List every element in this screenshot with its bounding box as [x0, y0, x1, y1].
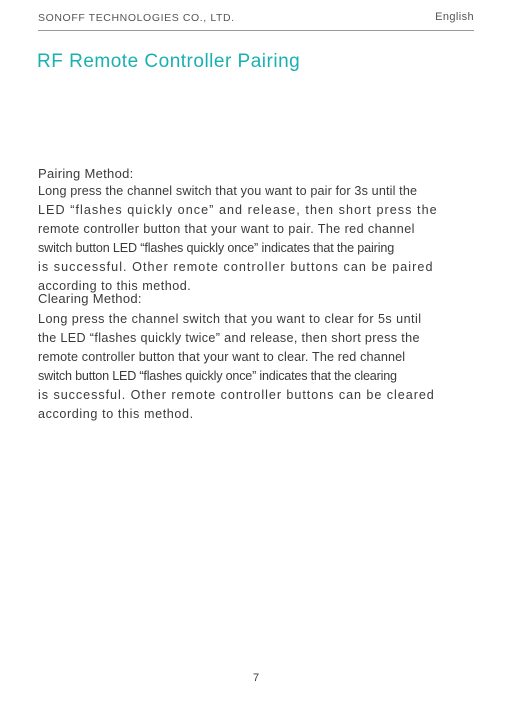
- pairing-line-2: LED “flashes quickly once” and release, then short press the: [38, 203, 438, 217]
- page-title: RF Remote Controller Pairing: [37, 51, 301, 72]
- clearing-line-3: remote controller button that your want to clear. The red channel: [38, 350, 406, 364]
- pairing-line-3: remote controller button that your want to pair. The red channel: [38, 222, 415, 236]
- company-name: SONOFF TECHNOLOGIES CO., LTD.: [38, 12, 235, 24]
- pairing-line-5: is successful. Other remote controller buttons can be paired: [38, 260, 434, 274]
- pairing-line-6: according to this method.: [38, 279, 192, 293]
- pairing-method-label: Pairing Method:: [38, 166, 134, 181]
- clearing-line-6: according to this method.: [38, 407, 194, 421]
- clearing-line-4: switch button LED “flashes quickly once” indicates that the clearing: [38, 369, 397, 383]
- clearing-method-label: Clearing Method:: [38, 291, 142, 306]
- clearing-line-1: Long press the channel switch that you want to clear for 5s until: [38, 312, 422, 326]
- clearing-line-5: is successful. Other remote controller buttons can be cleared: [38, 388, 435, 402]
- page-header: [38, 10, 474, 31]
- clearing-line-2: the LED “flashes quickly twice” and release, then short press the: [38, 331, 420, 345]
- language-label: English: [435, 11, 474, 23]
- page-number: 7: [252, 672, 260, 684]
- pairing-line-1: Long press the channel switch that you want to pair for 3s until the: [38, 184, 418, 198]
- pairing-line-4: switch button LED “flashes quickly once” indicates that the pairing: [38, 241, 395, 255]
